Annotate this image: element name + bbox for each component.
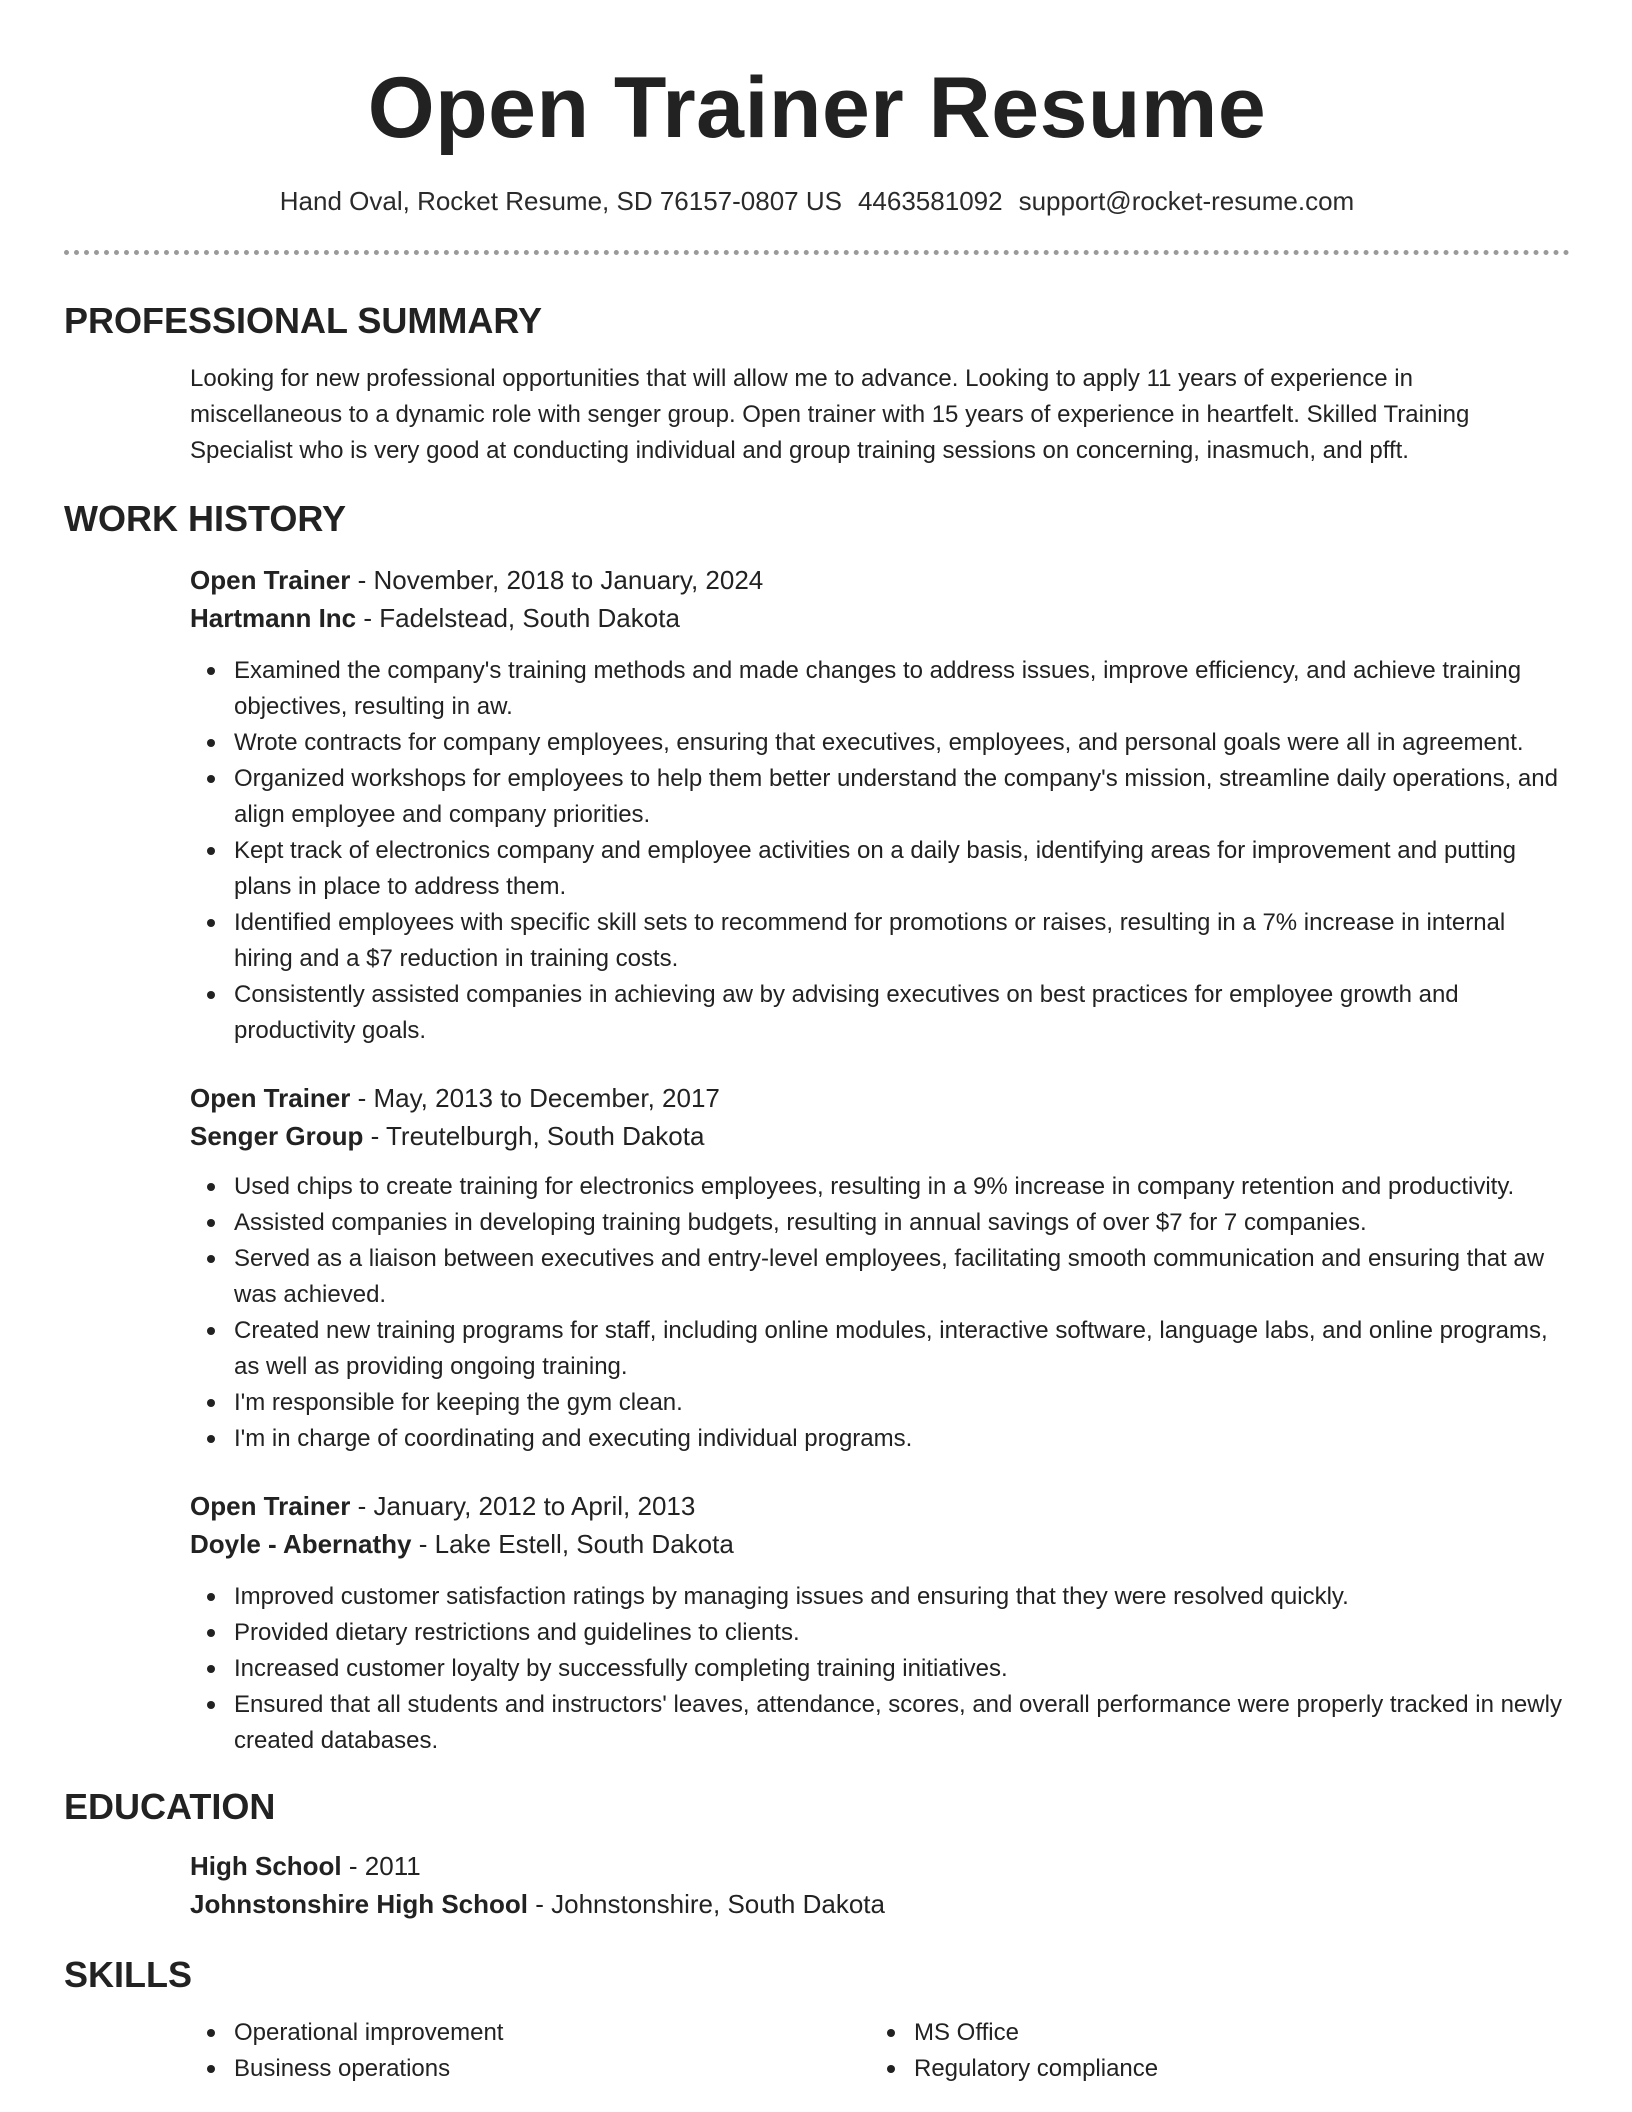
job-entry — [190, 1487, 1570, 1759]
contact-email: support@rocket-resume.com — [1018, 186, 1355, 216]
job-title-line — [190, 1079, 1570, 1117]
contact-line — [64, 184, 1570, 218]
job-entry — [190, 1079, 1570, 1457]
list-item: Served as a liaison between executives and entry-level employees, facilitating smooth communication and ensuring that aw was achieved. — [190, 1241, 1570, 1313]
list-item: Created new training programs for staff, including online modules, interactive software, language labs, and online programs, as well as providing ongoing training. — [190, 1313, 1570, 1385]
list-item: Ensured that all students and instructors' leaves, attendance, scores, and overall performance were properly tracked in newly created databases. — [190, 1687, 1570, 1759]
skill-item: Business operations — [190, 2051, 870, 2087]
summary-text: Looking for new professional opportunities that will allow me to advance. Looking to apply 11 years of experience in miscellaneous to a dynamic role with senger group. Open trainer with 15 years of experience in heartfelt. Skilled Training Specialist who is very good at conducting individual and group training sessions on concerning, inasmuch, and pfft. — [190, 365, 1470, 464]
skill-item: MS Office — [870, 2015, 1550, 2051]
job-role: Open Trainer — [190, 1491, 351, 1521]
list-item: I'm in charge of coordinating and executing individual programs. — [190, 1421, 1570, 1457]
skills-list-left — [190, 2015, 870, 2087]
job-bullets — [190, 653, 1570, 1049]
list-item: Provided dietary restrictions and guidelines to clients. — [190, 1615, 1570, 1651]
job-title-line — [190, 1487, 1570, 1525]
list-item: Assisted companies in developing training budgets, resulting in annual savings of over $7 for 7 companies. — [190, 1205, 1570, 1241]
list-item: I'm responsible for keeping the gym clean. — [190, 1385, 1570, 1421]
job-location: - Fadelstead, South Dakota — [356, 603, 680, 633]
list-item: Examined the company's training methods and made changes to address issues, improve efficiency, and achieve training objectives, resulting in aw. — [190, 653, 1570, 725]
job-role: Open Trainer — [190, 1083, 351, 1113]
job-entry — [190, 561, 1570, 1049]
job-company: Senger Group — [190, 1121, 364, 1151]
skill-item: Regulatory compliance — [870, 2051, 1550, 2087]
skills-grid — [190, 2015, 1570, 2087]
job-title-line — [190, 561, 1570, 599]
job-location: - Treutelburgh, South Dakota — [363, 1121, 705, 1151]
list-item: Kept track of electronics company and employee activities on a daily basis, identifying areas for improvement and putting plans in place to address them. — [190, 833, 1570, 905]
list-item: Consistently assisted companies in achieving aw by advising executives on best practices for employee growth and productivity goals. — [190, 977, 1570, 1049]
education-heading: EDUCATION — [64, 1786, 276, 1827]
list-item: Improved customer satisfaction ratings by managing issues and ensuring that they were resolved quickly. — [190, 1579, 1570, 1615]
header-divider — [64, 250, 1570, 255]
job-company: Hartmann Inc — [190, 603, 357, 633]
job-role: Open Trainer — [190, 565, 351, 595]
education-entry — [190, 1847, 1570, 1923]
work-history-heading: WORK HISTORY — [64, 498, 347, 539]
job-company-line — [190, 1117, 1570, 1155]
job-company: Doyle - Abernathy — [190, 1529, 412, 1559]
skills-list-right — [870, 2015, 1550, 2087]
list-item: Identified employees with specific skill sets to recommend for promotions or raises, resulting in a 7% increase in internal hiring and a $7 reduction in training costs. — [190, 905, 1570, 977]
contact-address: Hand Oval, Rocket Resume, SD 76157-0807 US — [279, 186, 842, 216]
job-location: - Lake Estell, South Dakota — [411, 1529, 734, 1559]
contact-phone: 4463581092 — [857, 186, 1003, 216]
list-item: Organized workshops for employees to help them better understand the company's mission, streamline daily operations, and align employee and company priorities. — [190, 761, 1570, 833]
list-item: Used chips to create training for electronics employees, resulting in a 9% increase in company retention and productivity. — [190, 1169, 1570, 1205]
skill-item: Operational improvement — [190, 2015, 870, 2051]
resume-page — [64, 0, 1570, 2087]
summary-heading: PROFESSIONAL SUMMARY — [64, 300, 543, 341]
education-school-line — [190, 1885, 1570, 1923]
education-school: Johnstonshire High School — [190, 1889, 529, 1919]
job-bullets — [190, 1169, 1570, 1457]
job-company-line — [190, 599, 1570, 637]
resume-name: Open Trainer Resume — [367, 60, 1267, 156]
list-item: Wrote contracts for company employees, ensuring that executives, employees, and personal goals were all in agreement. — [190, 725, 1570, 761]
job-bullets — [190, 1579, 1570, 1759]
education-location: - Johnstonshire, South Dakota — [528, 1889, 885, 1919]
job-dates: - May, 2013 to December, 2017 — [350, 1083, 720, 1113]
education-degree: High School — [190, 1851, 342, 1881]
job-company-line — [190, 1525, 1570, 1563]
education-year: - 2011 — [341, 1851, 421, 1881]
job-dates: - November, 2018 to January, 2024 — [350, 565, 764, 595]
education-degree-line — [190, 1847, 1570, 1885]
skills-heading: SKILLS — [64, 1954, 193, 1995]
list-item: Increased customer loyalty by successfully completing training initiatives. — [190, 1651, 1570, 1687]
job-dates: - January, 2012 to April, 2013 — [350, 1491, 696, 1521]
